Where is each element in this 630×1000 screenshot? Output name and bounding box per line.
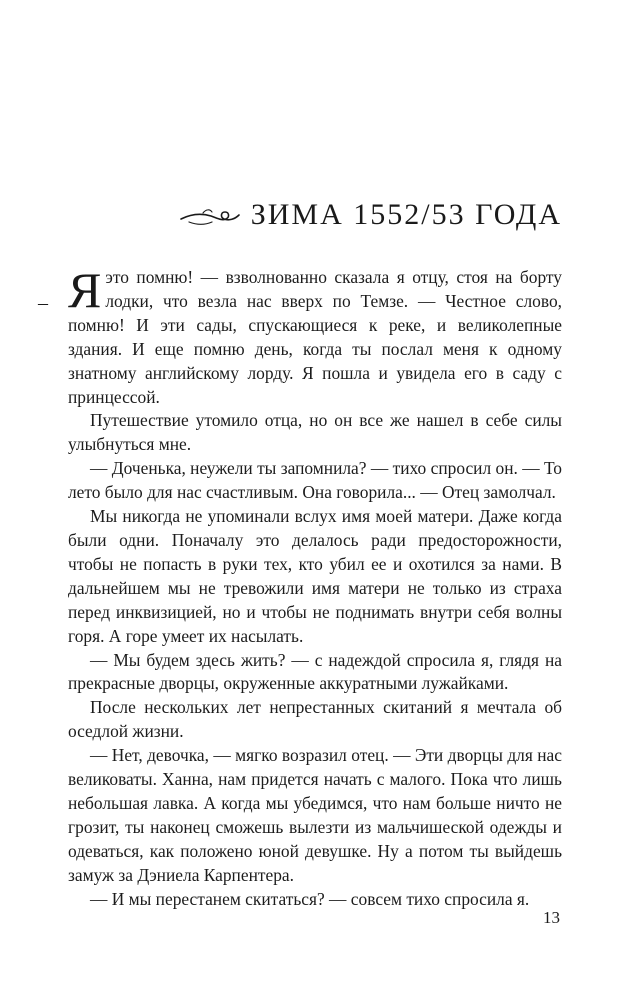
paragraph: После нескольких лет непрестанных скитаний я мечтала об оседлой жизни. <box>68 697 562 742</box>
paragraph <box>68 262 562 409</box>
chapter-heading <box>179 198 562 232</box>
drop-cap: Я <box>68 262 102 318</box>
chapter-body <box>68 262 562 911</box>
paragraph: — Нет, девочка, — мягко возразил отец. — Эти дворцы для нас великоваты. Ханна, нам придется начать с малого. Пока что лишь небольшая лавка. А когда мы убедимся, что нам больше ничто не грозит, ты наконец сможешь вылезти из мальчишеской одежды и одеваться, как положено юной девушке. Ну а потом ты выйдешь замуж за Дэниела Карпентера. <box>68 745 562 885</box>
page-number: 13 <box>543 908 560 927</box>
opening-dash: – <box>38 292 48 314</box>
paragraph: — И мы перестанем скитаться? — совсем тихо спросила я. <box>90 888 530 909</box>
paragraph: — Доченька, неужели ты запомнила? — тихо спросил он. — То лето было для нас счастливым. Она говорила... — Отец замолчал. <box>68 458 562 503</box>
paragraph: Мы никогда не упоминали вслух имя моей матери. Даже когда были одни. Поначалу это делалось ради предосторожности, чтобы не попасть в руки тех, кто убил ее и охотился за нами. В дальнейшем мы не тревожили имя матери не только из страха перед инквизицией, но и чтобы не поднимать внутри себя волны горя. А горе умеет их насылать. <box>68 506 562 646</box>
paragraph-text: это помню! — взволнованно сказала я отцу, стоя на борту лодки, что везла нас вверх по Темзе. — Честное слово, помню! И эти сады, спускающиеся к реке, и великолепные здания. И еще помню день, когда ты послал меня к одному знатному английскому лорду. Я пошла и увидела его в саду с принцессой. <box>68 267 562 407</box>
ornamental-flourish-icon <box>179 200 241 230</box>
paragraph: Путешествие утомило отца, но он все же нашел в себе силы улыбнуться мне. <box>68 410 562 455</box>
paragraph: — Мы будем здесь жить? — с надеждой спросила я, глядя на прекрасные дворцы, окруженные аккуратными лужайками. <box>68 649 562 694</box>
chapter-title: ЗИМА 1552/53 ГОДА <box>250 198 562 231</box>
